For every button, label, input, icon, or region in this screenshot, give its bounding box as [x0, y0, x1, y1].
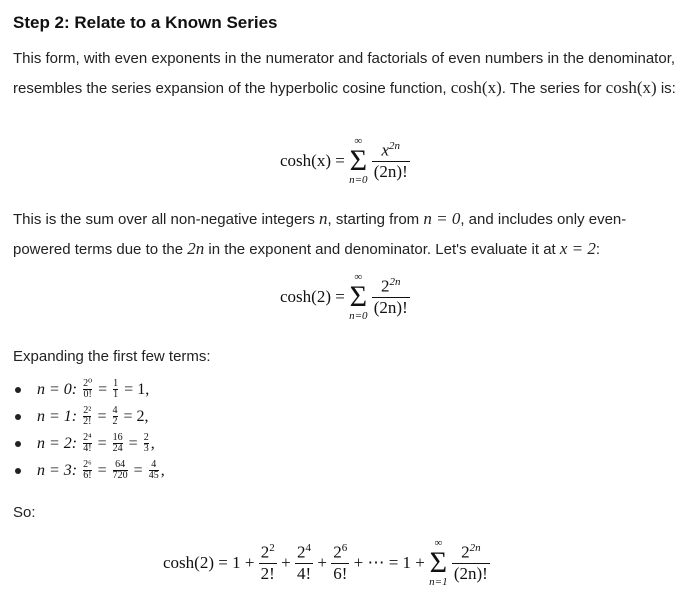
- f1-den: 6!: [83, 470, 92, 481]
- t2-den: 4!: [296, 563, 312, 583]
- t1-base: 2: [260, 542, 270, 562]
- sigma-symbol: ∞ Σ n=0: [349, 135, 368, 186]
- term-result: = 1,: [124, 380, 150, 398]
- eq1-lhs: cosh(x) =: [280, 151, 345, 170]
- eq2-exp: 2n: [389, 276, 401, 289]
- eq2-fraction: [372, 276, 410, 318]
- eq3-fraction: [452, 542, 490, 584]
- term-2-fraction: [259, 542, 277, 584]
- term-6-fraction: [331, 542, 349, 584]
- f1-num: 2²: [83, 405, 92, 416]
- sum2-upper: ∞: [354, 271, 363, 283]
- eq3-exp: 2n: [469, 542, 481, 555]
- bullet-icon: [15, 441, 21, 447]
- eq2-den: (2n)!: [373, 297, 408, 317]
- sum-upper: ∞: [354, 135, 363, 147]
- x-equals-2: x = 2: [559, 239, 596, 258]
- para2-a: This is the sum over all non-negative integers: [13, 211, 319, 228]
- final-equation: cosh(2) = 1 + $\frac{2^2}{2!}$ + $\frac{2^4}{4!}$ + $\frac{2^6}{6!}$ + ⋯ = 1 + ∞ Σ n=1 $\frac{2^{2n}}{(2n)!}$: [163, 537, 488, 588]
- sum3-upper: ∞: [434, 537, 443, 549]
- term-4-fraction: [295, 542, 313, 584]
- intro-text-end: is:: [656, 80, 676, 97]
- intro-text-mid: . The series for: [501, 80, 606, 97]
- eq1-fraction: [372, 140, 410, 182]
- sum3-lower: n=1: [429, 576, 448, 588]
- eq3-num: 2: [461, 542, 470, 562]
- term-label: n = 1:: [37, 407, 78, 425]
- f2-den: 24: [112, 443, 123, 454]
- para2-d: in the exponent and denominator. Let's evaluate it at: [204, 241, 560, 258]
- f2-den: 2: [112, 416, 118, 427]
- t3-den: 6!: [333, 563, 348, 583]
- list-item: n = 1: $\frac{\text{2²}}{2!}$ = $\frac{4}{2}$ = 2,: [13, 403, 165, 430]
- list-item: n = 0: $\frac{\text{2⁰}}{0!}$ = $\frac{1}{1}$ = 1,: [13, 376, 165, 403]
- r-den: 3: [143, 443, 149, 454]
- eq3-den: (2n)!: [453, 563, 488, 583]
- term-label: n = 3:: [37, 461, 78, 479]
- r-num: 2: [143, 432, 149, 443]
- two-n: 2n: [187, 239, 205, 258]
- f2-den: 1: [113, 389, 119, 400]
- sum-lower: n=0: [349, 174, 368, 186]
- para2-e: :: [595, 241, 601, 258]
- f1-den: 4!: [83, 443, 92, 454]
- para2-c: , and includes only even-powered terms due to the: [13, 211, 627, 258]
- so-label: So:: [13, 504, 36, 521]
- step-heading: Step 2: Relate to a Known Series: [13, 13, 278, 32]
- eq3-lhs: cosh(2) = 1 +: [163, 553, 255, 572]
- bullet-icon: [15, 414, 21, 420]
- eq3-mid: + ⋯ = 1 +: [353, 553, 425, 572]
- eq2-lhs: cosh(2) =: [280, 287, 345, 306]
- r-den: 45: [148, 470, 159, 481]
- term-result: = 2,: [123, 407, 149, 425]
- t2-base: 2: [297, 542, 306, 562]
- cosh-expr-2: cosh(x): [605, 78, 657, 97]
- f2-num: 64: [115, 459, 126, 470]
- f1-num: 2⁶: [83, 459, 92, 470]
- cosh-series-equation: [280, 136, 410, 186]
- t3-base: 2: [333, 542, 342, 562]
- list-item: n = 2: $\frac{\text{2⁴}}{4!}$ = $\frac{16}{24}$ = $\frac{2}{3}$ ,: [13, 430, 165, 457]
- f2-num: 1: [113, 378, 119, 389]
- term-label: n = 0:: [37, 380, 78, 398]
- n-equals-0: n = 0: [423, 209, 461, 228]
- terms-list: [13, 376, 165, 484]
- paragraph-evaluate: [13, 204, 683, 264]
- intro-text: This form, with even exponents in the numerator and factorials of even numbers in the denominator, resembles the series expansion of the hyperbolic cosine function,: [13, 50, 676, 97]
- term-label: n = 2:: [37, 434, 78, 452]
- cosh2-series-equation: [280, 272, 410, 322]
- sum2-lower: n=0: [349, 310, 368, 322]
- bullet-icon: [15, 468, 21, 474]
- r-num: 4: [151, 459, 157, 470]
- f1-den: 2!: [83, 416, 92, 427]
- f1-num: 2⁴: [83, 432, 92, 443]
- f2-num: 16: [112, 432, 123, 443]
- eq1-num: x: [381, 140, 390, 160]
- eq2-num: 2: [381, 276, 390, 296]
- list-item: n = 3: $\frac{\text{2⁶}}{6!}$ = $\frac{64}{720}$ = $\frac{4}{45}$ ,: [13, 457, 165, 484]
- expanding-label: Expanding the first few terms:: [13, 348, 211, 365]
- f2-den: 720: [112, 470, 128, 481]
- eq1-exp: 2n: [389, 140, 401, 153]
- var-n: n: [318, 209, 328, 228]
- t1-den: 2!: [260, 563, 275, 583]
- t2-exp: 4: [305, 542, 312, 555]
- para2-b: , starting from: [327, 211, 424, 228]
- eq1-den: (2n)!: [373, 161, 408, 181]
- f2-num: 4: [112, 405, 118, 416]
- cosh-expr: cosh(x): [450, 78, 502, 97]
- t1-exp: 2: [269, 542, 275, 555]
- sigma-symbol-2: ∞ Σ n=0: [349, 271, 368, 322]
- bullet-icon: [15, 387, 21, 393]
- f1-num: 2⁰: [83, 378, 93, 389]
- paragraph-intro: [13, 44, 683, 103]
- t3-exp: 6: [341, 542, 348, 555]
- sigma-symbol-3: ∞ Σ n=1: [429, 537, 448, 588]
- f1-den: 0!: [83, 389, 92, 400]
